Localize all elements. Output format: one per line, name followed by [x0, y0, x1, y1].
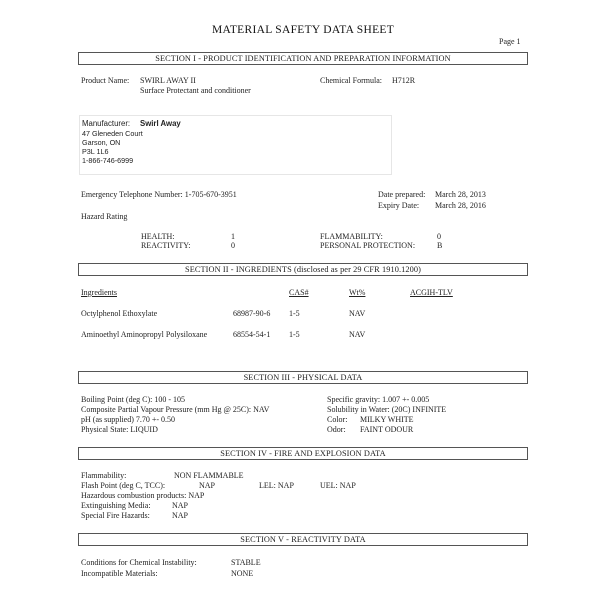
- chemical-formula-label: Chemical Formula:: [320, 76, 382, 85]
- incompatible-materials-label: Incompatible Materials:: [81, 569, 158, 578]
- ingredients-column-header: Ingredients: [81, 288, 117, 297]
- ingredient-cas: 68987-90-6: [233, 309, 271, 318]
- reactivity-label: REACTIVITY:: [141, 241, 191, 250]
- boiling-point: Boiling Point (deg C): 100 - 105: [81, 395, 185, 404]
- special-fire-hazards-label: Special Fire Hazards:: [81, 511, 150, 520]
- acgih-tlv-column-header: ACGIH-TLV: [410, 288, 453, 297]
- hazardous-combustion-products: Hazardous combustion products: NAP: [81, 491, 205, 500]
- manufacturer-address-line-1: 47 Gleneden Court: [82, 129, 143, 138]
- extinguishing-media-value: NAP: [172, 501, 189, 510]
- section-3-header: SECTION III - PHYSICAL DATA: [78, 371, 528, 384]
- section-5-header: SECTION V - REACTIVITY DATA: [78, 533, 528, 546]
- health-label: HEALTH:: [141, 232, 175, 241]
- product-name-value: SWIRL AWAY II: [140, 76, 196, 85]
- special-fire-hazards-value: NAP: [172, 511, 189, 520]
- manufacturer-address-line-3: P3L 1L6: [82, 147, 109, 156]
- fire-flammability-value: NON FLAMMABLE: [174, 471, 244, 480]
- flammability-rating-value: 0: [437, 232, 441, 241]
- page-number: Page 1: [499, 37, 521, 46]
- ingredient-cas: 68554-54-1: [233, 330, 271, 339]
- section-4-header: SECTION IV - FIRE AND EXPLOSION DATA: [78, 447, 528, 460]
- document-title: MATERIAL SAFETY DATA SHEET: [212, 24, 395, 36]
- manufacturer-name: Swirl Away: [140, 119, 181, 128]
- product-name-label: Product Name:: [81, 76, 130, 85]
- solubility-in-water: Solubility in Water: (20C) INFINITE: [327, 405, 447, 414]
- physical-state: Physical State: LIQUID: [81, 425, 158, 434]
- odor-value: FAINT ODOUR: [360, 425, 414, 434]
- health-value: 1: [231, 232, 235, 241]
- flammability-rating-label: FLAMMABILITY:: [320, 232, 383, 241]
- date-prepared-label: Date prepared:: [378, 190, 426, 199]
- ingredient-tlv: NAV: [349, 309, 366, 318]
- ingredient-name: Aminoethyl Aminopropyl Polysiloxane: [81, 330, 208, 339]
- conditions-instability-label: Conditions for Chemical Instability:: [81, 558, 197, 567]
- wt-column-header: Wt%: [349, 288, 366, 297]
- expiry-date-label: Expiry Date:: [378, 201, 420, 210]
- manufacturer-label: Manufacturer:: [82, 119, 131, 128]
- manufacturer-phone: 1-866-746-6999: [82, 156, 134, 165]
- section-1-header: SECTION I - PRODUCT IDENTIFICATION AND PREPARATION INFORMATION: [78, 52, 528, 65]
- fire-flammability-label: Flammability:: [81, 471, 127, 480]
- odor-label: Odor:: [327, 425, 346, 434]
- color-value: MILKY WHITE: [360, 415, 414, 424]
- manufacturer-address-line-2: Garson, ON: [82, 138, 121, 147]
- flash-point-value: NAP: [199, 481, 216, 490]
- color-label: Color:: [327, 415, 348, 424]
- personal-protection-label: PERSONAL PROTECTION:: [320, 241, 416, 250]
- ingredient-name: Octylphenol Ethoxylate: [81, 309, 158, 318]
- date-prepared-value: March 28, 2013: [435, 190, 486, 199]
- emergency-telephone: Emergency Telephone Number: 1-705-670-3951: [81, 190, 237, 199]
- chemical-formula-value: H712R: [392, 76, 416, 85]
- section-2-header: SECTION II - INGREDIENTS (disclosed as per 29 CFR 1910.1200): [78, 263, 528, 276]
- flash-point-label: Flash Point (deg C, TCC):: [81, 481, 166, 490]
- ph-value: pH (as supplied) 7.70 +- 0.50: [81, 415, 176, 424]
- ingredient-wt: 1-5: [289, 309, 300, 318]
- conditions-instability-value: STABLE: [231, 558, 261, 567]
- lel-value: LEL: NAP: [259, 481, 294, 490]
- expiry-date-value: March 28, 2016: [435, 201, 486, 210]
- uel-value: UEL: NAP: [320, 481, 356, 490]
- product-description: Surface Protectant and conditioner: [140, 86, 251, 95]
- incompatible-materials-value: NONE: [231, 569, 254, 578]
- extinguishing-media-label: Extinguishing Media:: [81, 501, 151, 510]
- specific-gravity: Specific gravity: 1.007 +- 0.005: [327, 395, 430, 404]
- vapour-pressure: Composite Partial Vapour Pressure (mm Hg @ 25C): NAV: [81, 405, 270, 414]
- ingredient-wt: 1-5: [289, 330, 300, 339]
- cas-column-header: CAS#: [289, 288, 309, 297]
- reactivity-value: 0: [231, 241, 235, 250]
- personal-protection-value: B: [437, 241, 443, 250]
- ingredient-tlv: NAV: [349, 330, 366, 339]
- hazard-rating-label: Hazard Rating: [81, 212, 128, 221]
